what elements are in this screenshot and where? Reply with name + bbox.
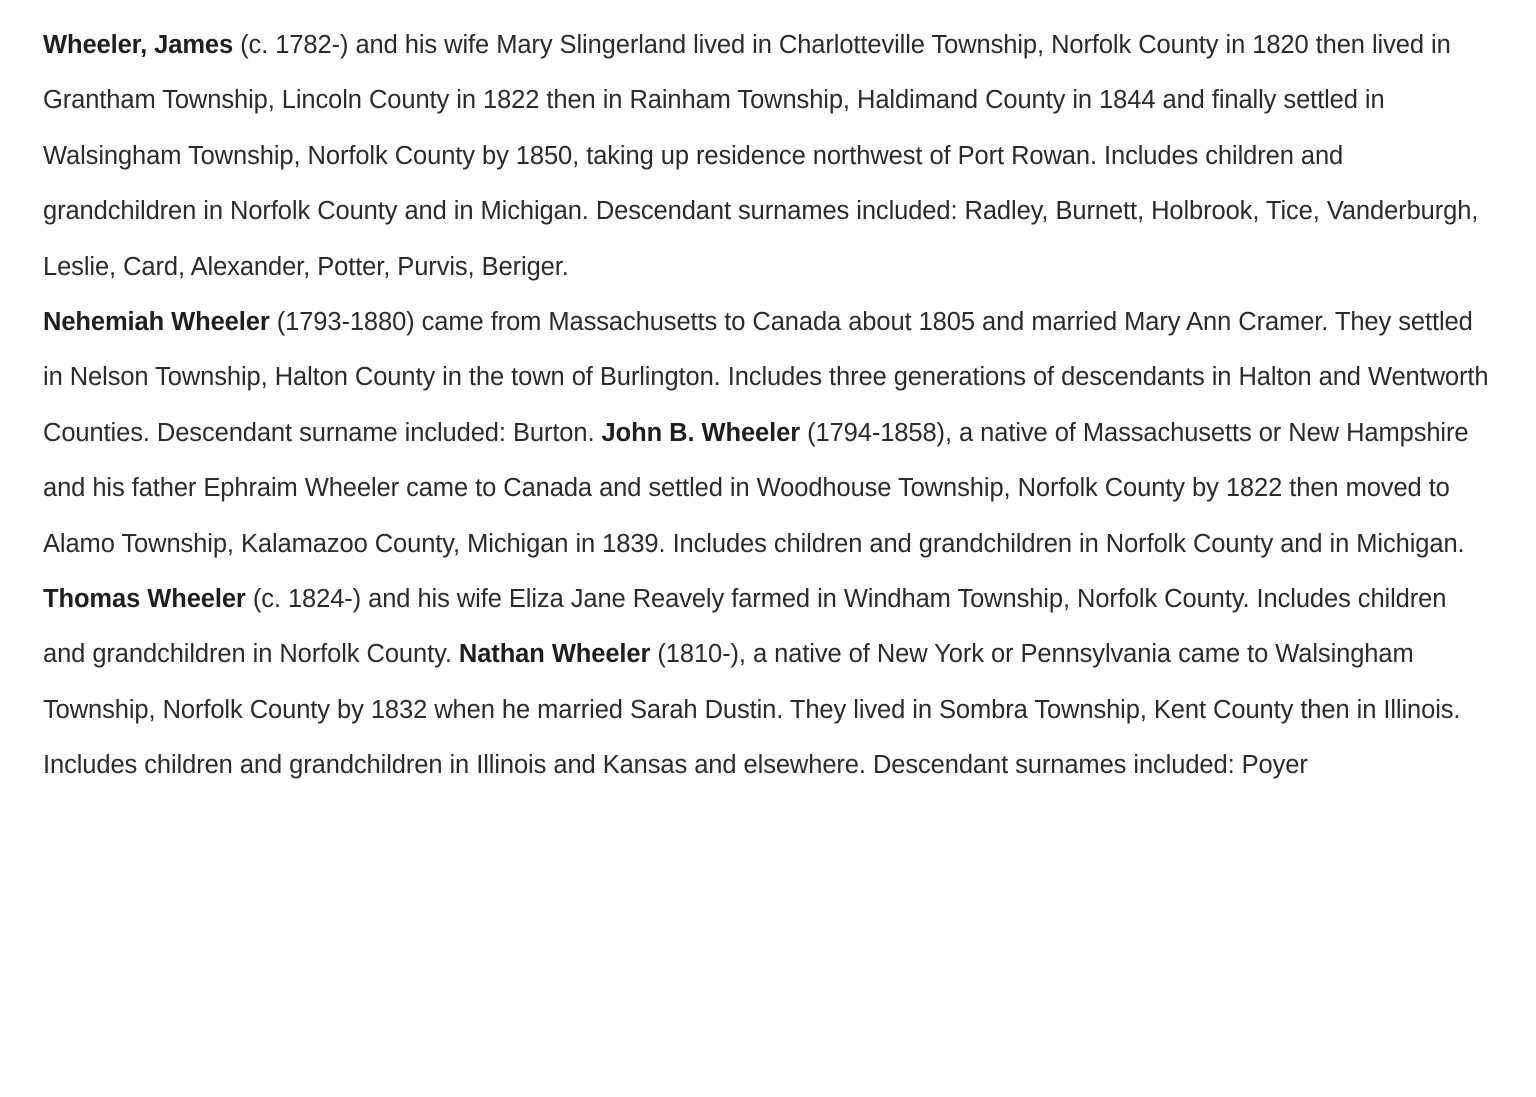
entry-nehemiah-wheeler <box>43 295 1490 572</box>
person-name-nathan-wheeler: Nathan Wheeler <box>458 640 651 669</box>
entry-body-nehemiah-wheeler: (1793-1880) came from Massachusetts to Canada about 1805 and married Mary Ann Cramer. They settled in Nelson Township, Halton County in the town of Burlington. Includes three generations of descendants in Halton and Wentworth Counties. Descendant surname included: Burton. <box>43 308 1489 447</box>
person-name-john-b-wheeler: John B. Wheeler <box>601 418 801 447</box>
entry-thomas-wheeler <box>43 572 1490 794</box>
entry-body-wheeler-james: (c. 1782-) and his wife Mary Slingerland lived in Charlotteville Township, Norfolk County in 1820 then lived in Grantham Township, Lincoln County in 1822 then in Rainham Township, Haldimand County in 1844 and finally settled in Walsingham Township, Norfolk County by 1850, taking up residence northwest of Port Rowan. Includes children and grandchildren in Norfolk County and in Michigan. Descendant surnames included: Radley, Burnett, Holbrook, Tice, Vanderburgh, Leslie, Card, Alexander, Potter, Purvis, Beriger. <box>43 31 1479 281</box>
entry-body-john-b-wheeler: (1794-1858), a native of Massachusetts or New Hampshire and his father Ephraim Wheeler came to Canada and settled in Woodhouse Township, Norfolk County by 1822 then moved to Alamo Township, Kalamazoo County, Michigan in 1839. Includes children and grandchildren in Norfolk County and in Michigan. <box>43 418 1469 558</box>
entry-body-nathan-wheeler: (1810-), a native of New York or Pennsylvania came to Walsingham Township, Norfolk County by 1832 when he married Sarah Dustin. They lived in Sombra Township, Kent County then in Illinois. Includes children and grandchildren in Illinois and Kansas and elsewhere. Descendant surnames included: Poyer <box>43 640 1461 780</box>
person-name-thomas-wheeler: Thomas Wheeler <box>43 585 246 614</box>
entry-wheeler-james <box>43 18 1490 295</box>
entry-body-thomas-wheeler: (c. 1824-) and his wife Eliza Jane Reavely farmed in Windham Township, Norfolk County. Includes children and grandchildren in Norfolk County. <box>43 585 1447 669</box>
person-name-nehemiah-wheeler: Nehemiah Wheeler <box>43 308 270 337</box>
person-name-wheeler-james: Wheeler, James <box>43 31 234 59</box>
